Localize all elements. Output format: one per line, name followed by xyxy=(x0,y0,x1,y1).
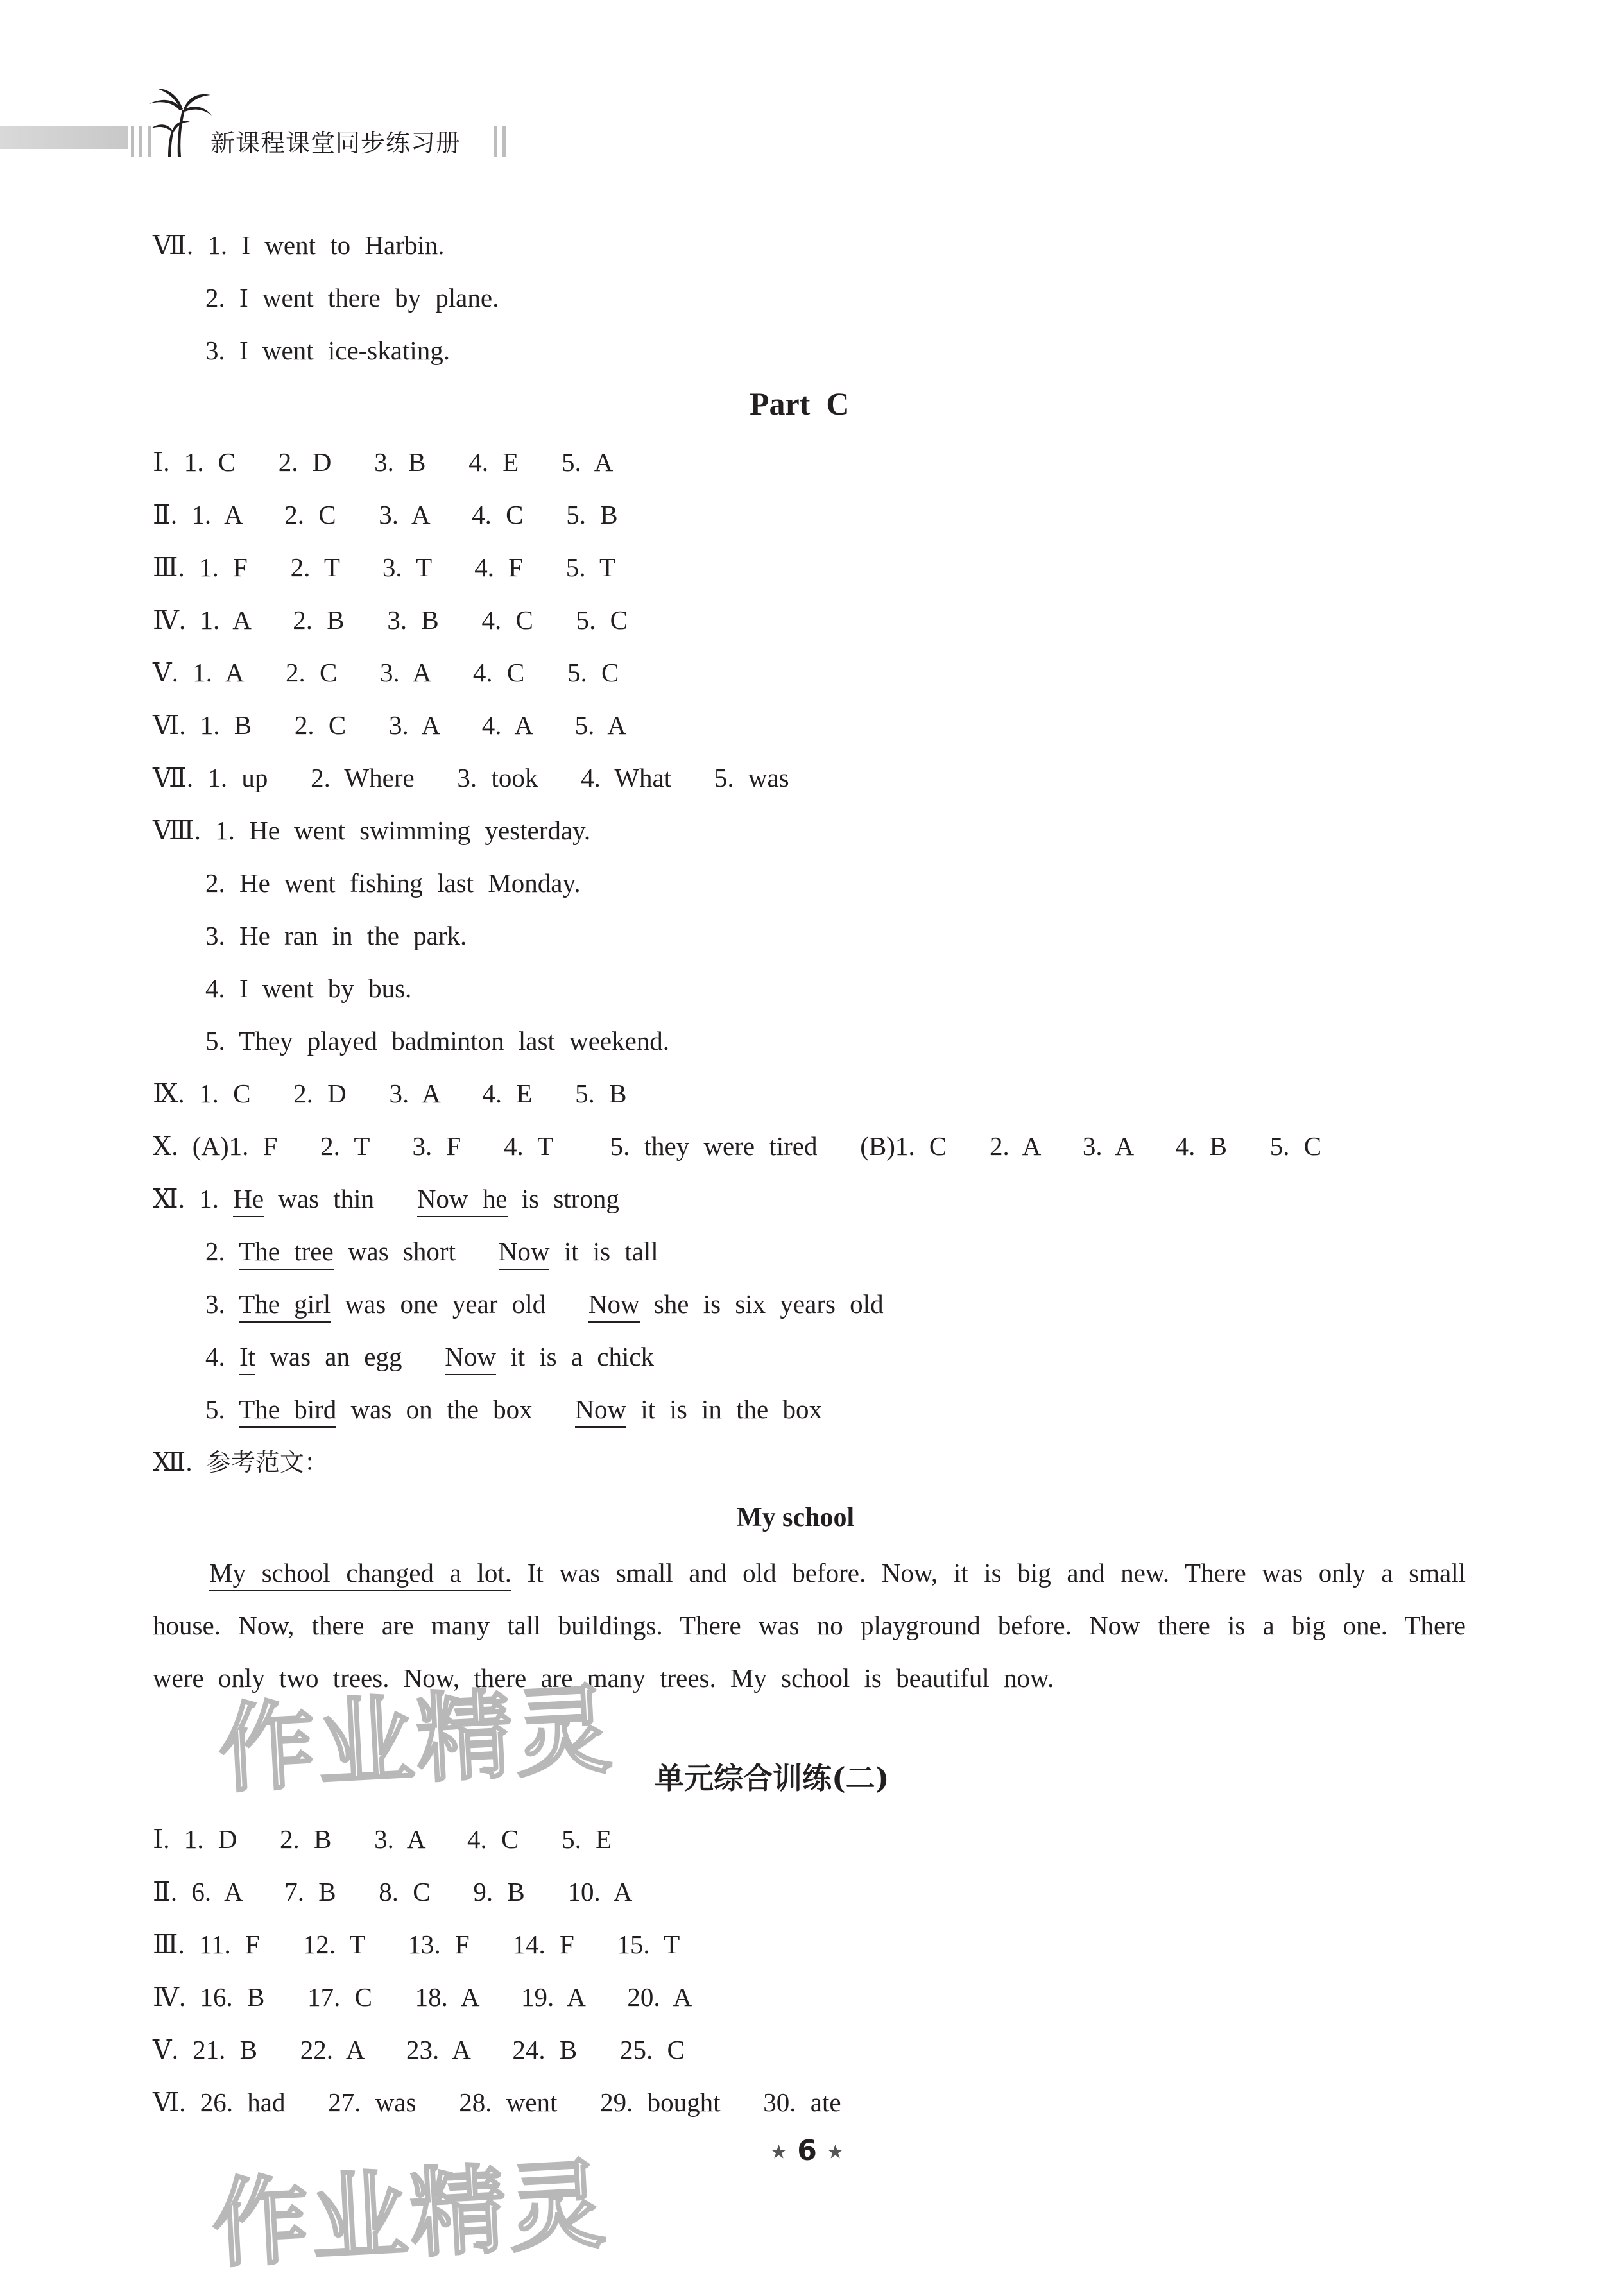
answer-text: 26. had 27. was 28. went 29. bought 30. ate xyxy=(200,2087,841,2117)
answer-line xyxy=(205,1396,822,1423)
underlined-answer: The tree xyxy=(239,1237,333,1270)
sentence-fragment: was on the box xyxy=(350,1394,533,1424)
section-label: Ⅴ. xyxy=(153,658,178,687)
answer-text: 6. A 7. B 8. C 9. B 10. A xyxy=(191,1877,633,1906)
item-number: 1. xyxy=(199,1184,219,1213)
answer-text: 1. D 2. B 3. A 4. C 5. E xyxy=(184,1824,612,1854)
essay-topic-sentence: My school changed a lot. xyxy=(209,1558,511,1591)
answer-line xyxy=(205,1238,658,1265)
underlined-answer: He xyxy=(233,1184,264,1217)
answer-item: 2. I went there by plane. xyxy=(205,283,499,313)
answer-line xyxy=(153,232,445,259)
answer-item: 1. He went swimming yesterday. xyxy=(215,816,591,845)
section-label: Ⅱ. xyxy=(153,500,178,529)
section-label: Ⅰ. xyxy=(153,447,170,477)
answer-text: 1. A 2. C 3. A 4. C 5. B xyxy=(191,500,618,529)
underlined-answer: The bird xyxy=(239,1394,336,1428)
part-c-heading: Part C xyxy=(750,386,850,422)
answer-line xyxy=(153,818,590,844)
answer-line xyxy=(153,712,626,739)
section-label: Ⅶ. xyxy=(153,763,194,792)
essay-text: It was small and old before. Now, it is big and new. There was only a small house. Now, there are many tall buildings. There was no playground before. Now there is a big one. There were only two trees. Now, there are many trees. My school is beautiful now. xyxy=(153,1558,1466,1693)
answer-item: 5. They played badminton last weekend. xyxy=(205,1026,670,1056)
answer-text: 11. F 12. T 13. F 14. F 15. T xyxy=(199,1930,680,1959)
section-label: Ⅷ. xyxy=(153,816,201,845)
item-number: 4. xyxy=(205,1342,225,1371)
answer-text: (A)1. F 2. T 3. F 4. T 5. they were tired (B)1. C 2. A 3. A 4. B 5. C xyxy=(192,1131,1322,1161)
answer-line xyxy=(153,502,618,528)
answer-text: 1. up 2. Where 3. took 4. What 5. was xyxy=(207,763,789,792)
unit-review-heading: 单元综合训练(二) xyxy=(655,1761,889,1795)
section-label: Ⅴ. xyxy=(153,2035,178,2064)
section-label: Ⅳ. xyxy=(153,605,186,635)
sentence-fragment: was an egg xyxy=(270,1342,402,1371)
answer-line xyxy=(153,1133,1321,1160)
answer-line xyxy=(205,1291,884,1317)
section-label: Ⅰ. xyxy=(153,1824,170,1854)
answer-line xyxy=(153,1186,619,1212)
answer-line xyxy=(153,1984,692,2010)
answer-line xyxy=(153,554,615,581)
answer-text: 1. F 2. T 3. T 4. F 5. T xyxy=(199,553,616,582)
answer-line xyxy=(153,1932,680,1958)
header-bar xyxy=(0,126,128,149)
section-label: Ⅲ. xyxy=(153,553,185,582)
star-icon: ★ xyxy=(827,2141,845,2164)
item-number: 5. xyxy=(205,1394,225,1424)
section-label: Ⅳ. xyxy=(153,1982,186,2012)
answer-line xyxy=(205,1344,654,1370)
answer-line xyxy=(153,449,613,475)
sentence-fragment: was one year old xyxy=(345,1289,546,1319)
sample-essay-intro: 参考范文： xyxy=(206,1448,329,1477)
section-label: Ⅻ. xyxy=(153,1447,193,1477)
underlined-answer: Now he xyxy=(417,1184,508,1217)
star-icon: ★ xyxy=(769,2141,787,2164)
answer-text: 16. B 17. C 18. A 19. A 20. A xyxy=(200,1982,692,2012)
underlined-answer: The girl xyxy=(239,1289,331,1323)
sentence-fragment: was short xyxy=(347,1237,456,1266)
sentence-fragment: it is in the box xyxy=(640,1394,822,1424)
answer-line xyxy=(153,1081,627,1107)
answer-item: 1. I went to Harbin. xyxy=(207,230,445,260)
answer-line xyxy=(153,660,619,686)
underlined-answer: Now xyxy=(588,1289,640,1323)
answer-item: 3. He ran in the park. xyxy=(205,921,467,950)
header-stripes-right xyxy=(494,126,506,157)
essay-title: My school xyxy=(737,1503,855,1532)
underlined-answer: Now xyxy=(575,1394,626,1428)
answer-text: 1. C 2. D 3. B 4. E 5. A xyxy=(184,447,614,477)
answer-item: 2. He went fishing last Monday. xyxy=(205,868,581,898)
answer-line xyxy=(153,1879,632,1905)
underlined-answer: It xyxy=(239,1342,255,1375)
book-title: 新课程课堂同步练习册 xyxy=(210,129,461,157)
answer-line xyxy=(153,765,789,791)
answer-text: 21. B 22. A 23. A 24. B 25. C xyxy=(193,2035,685,2064)
answer-text: 1. C 2. D 3. A 4. E 5. B xyxy=(199,1079,627,1108)
section-label: Ⅺ. xyxy=(153,1184,185,1213)
sentence-fragment: it is tall xyxy=(563,1237,658,1266)
sentence-fragment: she is six years old xyxy=(653,1289,884,1319)
item-number: 2. xyxy=(205,1237,225,1266)
answer-text: 1. A 2. C 3. A 4. C 5. C xyxy=(193,658,619,687)
answer-line xyxy=(153,1826,612,1853)
section-label: Ⅸ. xyxy=(153,1079,185,1108)
underlined-answer: Now xyxy=(499,1237,550,1270)
palm-tree-icon xyxy=(142,81,213,158)
watermark: 作业精灵 xyxy=(209,2148,610,2281)
section-label: Ⅵ. xyxy=(153,710,186,740)
page-number: 6 xyxy=(797,2134,817,2167)
section-label: Ⅵ. xyxy=(153,2087,186,2117)
sentence-fragment: it is a chick xyxy=(510,1342,655,1371)
answer-line xyxy=(153,2037,685,2063)
section-label: Ⅱ. xyxy=(153,1877,178,1906)
answer-line xyxy=(153,1449,329,1475)
section-label: Ⅶ. xyxy=(153,230,194,260)
answer-line xyxy=(153,2089,841,2116)
answer-text: 1. B 2. C 3. A 4. A 5. A xyxy=(200,710,626,740)
sentence-fragment: was thin xyxy=(278,1184,375,1213)
item-number: 3. xyxy=(205,1289,225,1319)
section-label: Ⅹ. xyxy=(153,1131,178,1161)
underlined-answer: Now xyxy=(445,1342,496,1375)
watermark: 作业精灵 xyxy=(216,1674,617,1806)
page-number-footer xyxy=(0,2134,1614,2167)
answer-item: 3. I went ice-skating. xyxy=(205,336,450,365)
sentence-fragment: is strong xyxy=(521,1184,619,1213)
answer-line xyxy=(153,607,628,633)
answer-item: 4. I went by bus. xyxy=(205,973,412,1003)
answer-text: 1. A 2. B 3. B 4. C 5. C xyxy=(200,605,628,635)
section-label: Ⅲ. xyxy=(153,1930,185,1959)
